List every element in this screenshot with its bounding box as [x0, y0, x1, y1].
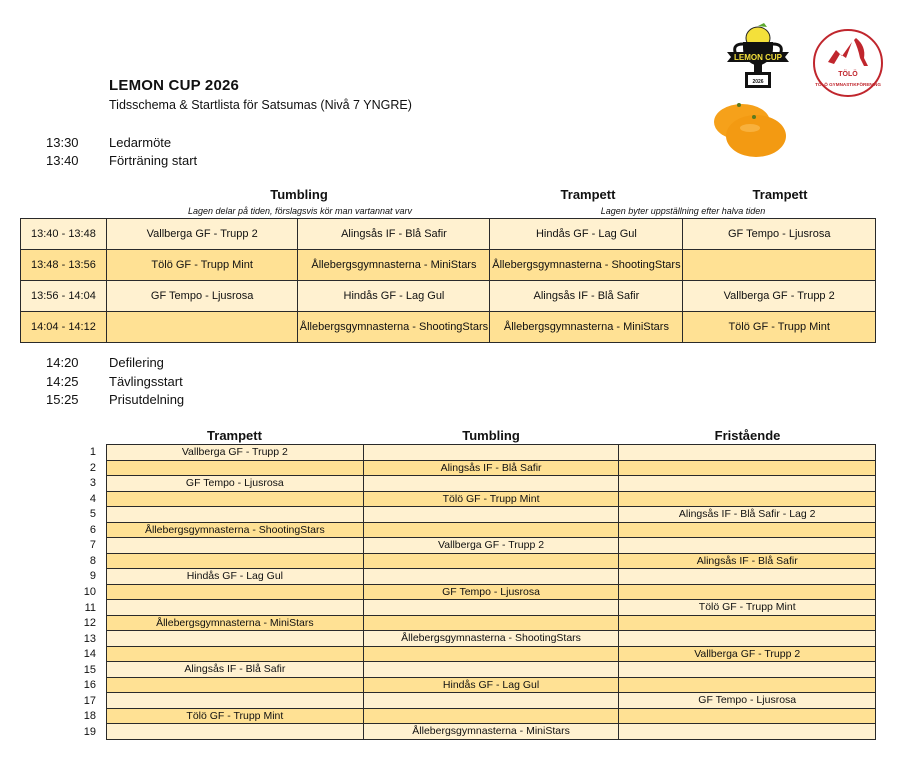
table-cell: GF Tempo - Ljusrosa — [619, 693, 876, 709]
warmup-note-tumbling: Lagen delar på tiden, förslagsvis kör man vartannat varv — [187, 206, 413, 216]
row-number: 10 — [83, 585, 96, 598]
club-logo-text: TÖLÖ GYMNASTIKFÖRENING — [815, 82, 881, 87]
table-cell: Ållebergsgymnasterna - MiniStars — [107, 615, 364, 631]
table-cell — [107, 584, 364, 600]
table-cell: Vallberga GF - Trupp 2 — [107, 445, 364, 461]
warmup-note-trampett: Lagen byter uppställning efter halva tiden — [600, 206, 766, 216]
warmup-table — [20, 218, 876, 343]
table-row — [21, 250, 876, 281]
table-cell — [107, 553, 364, 569]
table-cell — [619, 708, 876, 724]
table-cell: Hindås GF - Lag Gul — [298, 281, 490, 312]
time-slot: 14:04 - 14:12 — [21, 312, 107, 343]
row-number: 8 — [89, 554, 96, 567]
table-row — [107, 445, 876, 461]
schedule-time: 13:40 — [46, 153, 79, 168]
table-cell — [363, 600, 619, 616]
table-cell — [619, 615, 876, 631]
row-number: 13 — [83, 632, 96, 645]
warmup-header-trampett-2: Trampett — [752, 187, 808, 202]
schedule-time: 14:25 — [46, 374, 79, 389]
row-number: 1 — [89, 446, 96, 458]
table-cell — [619, 538, 876, 554]
table-cell — [363, 615, 619, 631]
table-cell: Alingsås IF - Blå Safir — [490, 281, 683, 312]
table-cell — [619, 662, 876, 678]
row-number: 4 — [89, 492, 96, 505]
table-row — [107, 476, 876, 492]
page-subtitle: Tidsschema & Startlista för Satsumas (Nivå 7 YNGRE) — [109, 98, 412, 112]
table-cell: Tölö GF - Trupp Mint — [683, 312, 876, 343]
table-row — [107, 724, 876, 740]
table-cell — [363, 445, 619, 461]
row-number: 5 — [89, 508, 96, 521]
row-number: 2 — [89, 461, 96, 474]
table-cell: Ållebergsgymnasterna - ShootingStars — [363, 631, 619, 647]
table-cell: GF Tempo - Ljusrosa — [106, 281, 298, 312]
table-cell — [107, 693, 364, 709]
table-row — [107, 491, 876, 507]
table-cell — [363, 522, 619, 538]
table-row — [107, 553, 876, 569]
table-cell — [363, 693, 619, 709]
table-cell — [107, 631, 364, 647]
schedule-label: Tävlingsstart — [109, 374, 183, 389]
table-cell — [107, 538, 364, 554]
row-number: 3 — [89, 477, 96, 490]
schedule-time: 13:30 — [46, 135, 79, 150]
table-row — [21, 312, 876, 343]
table-cell: Ållebergsgymnasterna - MiniStars — [363, 724, 619, 740]
startlist-header-tumbling: Tumbling — [462, 428, 520, 443]
table-cell — [619, 491, 876, 507]
table-cell: Tölö GF - Trupp Mint — [619, 600, 876, 616]
row-number: 12 — [83, 617, 96, 630]
table-cell — [363, 646, 619, 662]
table-cell: Tölö GF - Trupp Mint — [363, 491, 619, 507]
table-cell — [683, 250, 876, 281]
time-slot: 13:56 - 14:04 — [21, 281, 107, 312]
startlist-header-trampett: Trampett — [207, 428, 262, 443]
table-cell — [107, 677, 364, 693]
table-cell — [107, 600, 364, 616]
row-number: 11 — [84, 601, 96, 614]
table-row — [107, 631, 876, 647]
table-cell — [363, 476, 619, 492]
table-row — [107, 507, 876, 523]
row-number: 19 — [83, 725, 96, 738]
schedule-label: Defilering — [109, 355, 164, 370]
schedule-label: Prisutdelning — [109, 392, 185, 407]
table-row — [107, 460, 876, 476]
table-row — [107, 600, 876, 616]
table-cell: Tölö GF - Trupp Mint — [106, 250, 298, 281]
table-cell: Alingsås IF - Blå Safir - Lag 2 — [619, 507, 876, 523]
table-cell: Alingsås IF - Blå Safir — [107, 662, 364, 678]
table-cell — [106, 312, 298, 343]
row-number: 18 — [83, 710, 96, 723]
warmup-header-trampett-1: Trampett — [560, 187, 616, 202]
table-row — [107, 584, 876, 600]
table-cell — [619, 445, 876, 461]
table-row — [107, 708, 876, 724]
table-row — [21, 281, 876, 312]
table-cell — [363, 553, 619, 569]
satsuma-image — [710, 98, 790, 160]
table-row — [107, 615, 876, 631]
table-cell — [107, 724, 364, 740]
schedule-time: 14:20 — [46, 355, 79, 370]
row-number: 17 — [83, 694, 96, 707]
table-cell — [619, 631, 876, 647]
cup-logo-text: LEMON CUP — [734, 53, 782, 62]
table-row — [107, 677, 876, 693]
row-number: 15 — [83, 663, 96, 676]
table-cell: Alingsås IF - Blå Safir — [363, 460, 619, 476]
table-cell — [363, 569, 619, 585]
table-cell: GF Tempo - Ljusrosa — [107, 476, 364, 492]
table-cell: Vallberga GF - Trupp 2 — [683, 281, 876, 312]
schedule-label: Ledarmöte — [109, 135, 172, 150]
table-cell — [363, 708, 619, 724]
table-row — [107, 569, 876, 585]
table-row — [107, 538, 876, 554]
table-cell: Ållebergsgymnasterna - ShootingStars — [298, 312, 490, 343]
table-cell: Ållebergsgymnasterna - MiniStars — [298, 250, 490, 281]
startlist-header-fristaende: Fristående — [714, 428, 781, 443]
table-cell: Alingsås IF - Blå Safir — [298, 219, 490, 250]
row-number: 9 — [89, 570, 96, 583]
table-row — [107, 646, 876, 662]
table-cell — [107, 491, 364, 507]
table-cell: GF Tempo - Ljusrosa — [363, 584, 619, 600]
row-number: 6 — [89, 523, 96, 536]
table-cell: Hindås GF - Lag Gul — [490, 219, 683, 250]
table-cell — [619, 522, 876, 538]
schedule-time: 15:25 — [46, 392, 79, 407]
schedule-label: Förträning start — [109, 153, 198, 168]
table-cell: Tölö GF - Trupp Mint — [107, 708, 364, 724]
table-cell: Vallberga GF - Trupp 2 — [106, 219, 298, 250]
table-cell — [619, 460, 876, 476]
table-cell — [107, 507, 364, 523]
row-number: 16 — [83, 679, 96, 692]
svg-text:TÖLÖ: TÖLÖ — [838, 71, 858, 78]
time-slot: 13:40 - 13:48 — [21, 219, 107, 250]
table-cell: GF Tempo - Ljusrosa — [683, 219, 876, 250]
table-cell — [363, 507, 619, 523]
table-cell: Vallberga GF - Trupp 2 — [619, 646, 876, 662]
table-cell — [107, 646, 364, 662]
table-cell — [619, 569, 876, 585]
table-row — [107, 693, 876, 709]
warmup-header-tumbling: Tumbling — [270, 187, 328, 202]
table-cell: Ållebergsgymnasterna - ShootingStars — [107, 522, 364, 538]
table-cell — [619, 476, 876, 492]
tolo-gymnastikforening-logo — [810, 26, 886, 100]
table-cell — [107, 460, 364, 476]
time-slot: 13:48 - 13:56 — [21, 250, 107, 281]
table-cell: Alingsås IF - Blå Safir — [619, 553, 876, 569]
table-row — [107, 662, 876, 678]
table-cell: Ållebergsgymnasterna - ShootingStars — [490, 250, 683, 281]
lemon-cup-logo — [723, 22, 793, 92]
table-cell: Hindås GF - Lag Gul — [363, 677, 619, 693]
table-cell — [619, 724, 876, 740]
table-cell — [619, 584, 876, 600]
row-number: 14 — [83, 648, 96, 661]
table-cell: Hindås GF - Lag Gul — [107, 569, 364, 585]
cup-logo-year: 2026 — [752, 79, 764, 85]
page-title: LEMON CUP 2026 — [109, 77, 240, 94]
table-cell: Vallberga GF - Trupp 2 — [363, 538, 619, 554]
startlist-table — [106, 444, 876, 740]
table-cell — [363, 662, 619, 678]
table-cell: Ållebergsgymnasterna - MiniStars — [490, 312, 683, 343]
row-number: 7 — [89, 539, 96, 552]
table-row — [107, 522, 876, 538]
table-cell — [619, 677, 876, 693]
table-row — [21, 219, 876, 250]
